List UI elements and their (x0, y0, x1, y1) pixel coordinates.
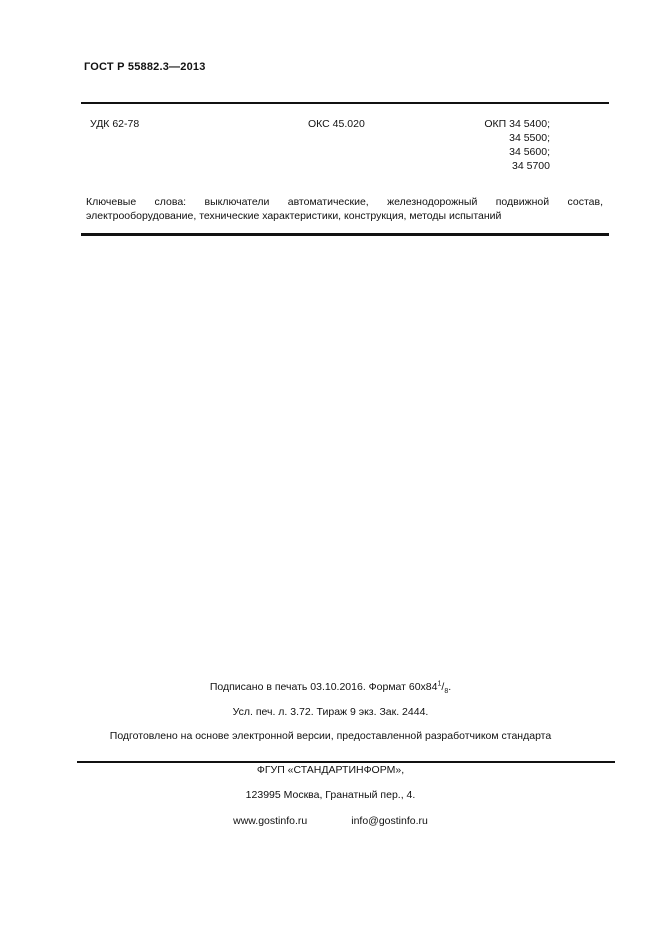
keywords-bottom-rule (81, 233, 609, 236)
okp-codes (484, 117, 550, 173)
okp-code: 34 5700 (512, 160, 550, 172)
print-info: Усл. печ. л. 3.72. Тираж 9 экз. Зак. 2444. (232, 706, 429, 718)
publisher-contacts (0, 815, 661, 827)
okp-code: 34 5500; (509, 132, 550, 144)
format-period: . (448, 681, 452, 693)
signed-text: Подписано в печать 03.10.2016. Формат 60х84 (209, 681, 438, 693)
publisher-name: ФГУП «СТАНДАРТИНФОРМ», (256, 764, 405, 776)
format-numerator: 1 (437, 680, 442, 688)
email-link[interactable]: info@gostinfo.ru (351, 815, 428, 827)
website-link[interactable]: www.gostinfo.ru (233, 815, 308, 827)
udk-code: УДК 62-78 (90, 118, 140, 130)
okp-code: ОКП 34 5400; (484, 118, 550, 130)
prepared-note: Подготовлено на основе электронной версии, предоставленной разработчиком стандарта (109, 730, 552, 742)
oks-code: ОКС 45.020 (308, 118, 365, 130)
okp-code: 34 5600; (509, 146, 550, 158)
publisher-address: 123995 Москва, Гранатный пер., 4. (245, 789, 416, 801)
signed-for-print: Подписано в печать 03.10.2016. Формат $60х84^1/_8$. (209, 680, 452, 696)
imprint-rule (77, 761, 615, 763)
keywords-paragraph: Ключевые слова: выключатели автоматические, железнодорожный подвижной состав, электрооборудование, технические характеристики, конструкция, методы испытаний (86, 196, 603, 222)
format-denominator: 8 (444, 688, 449, 696)
top-rule (81, 102, 609, 104)
standard-number: ГОСТ Р 55882.3—2013 (84, 61, 206, 73)
